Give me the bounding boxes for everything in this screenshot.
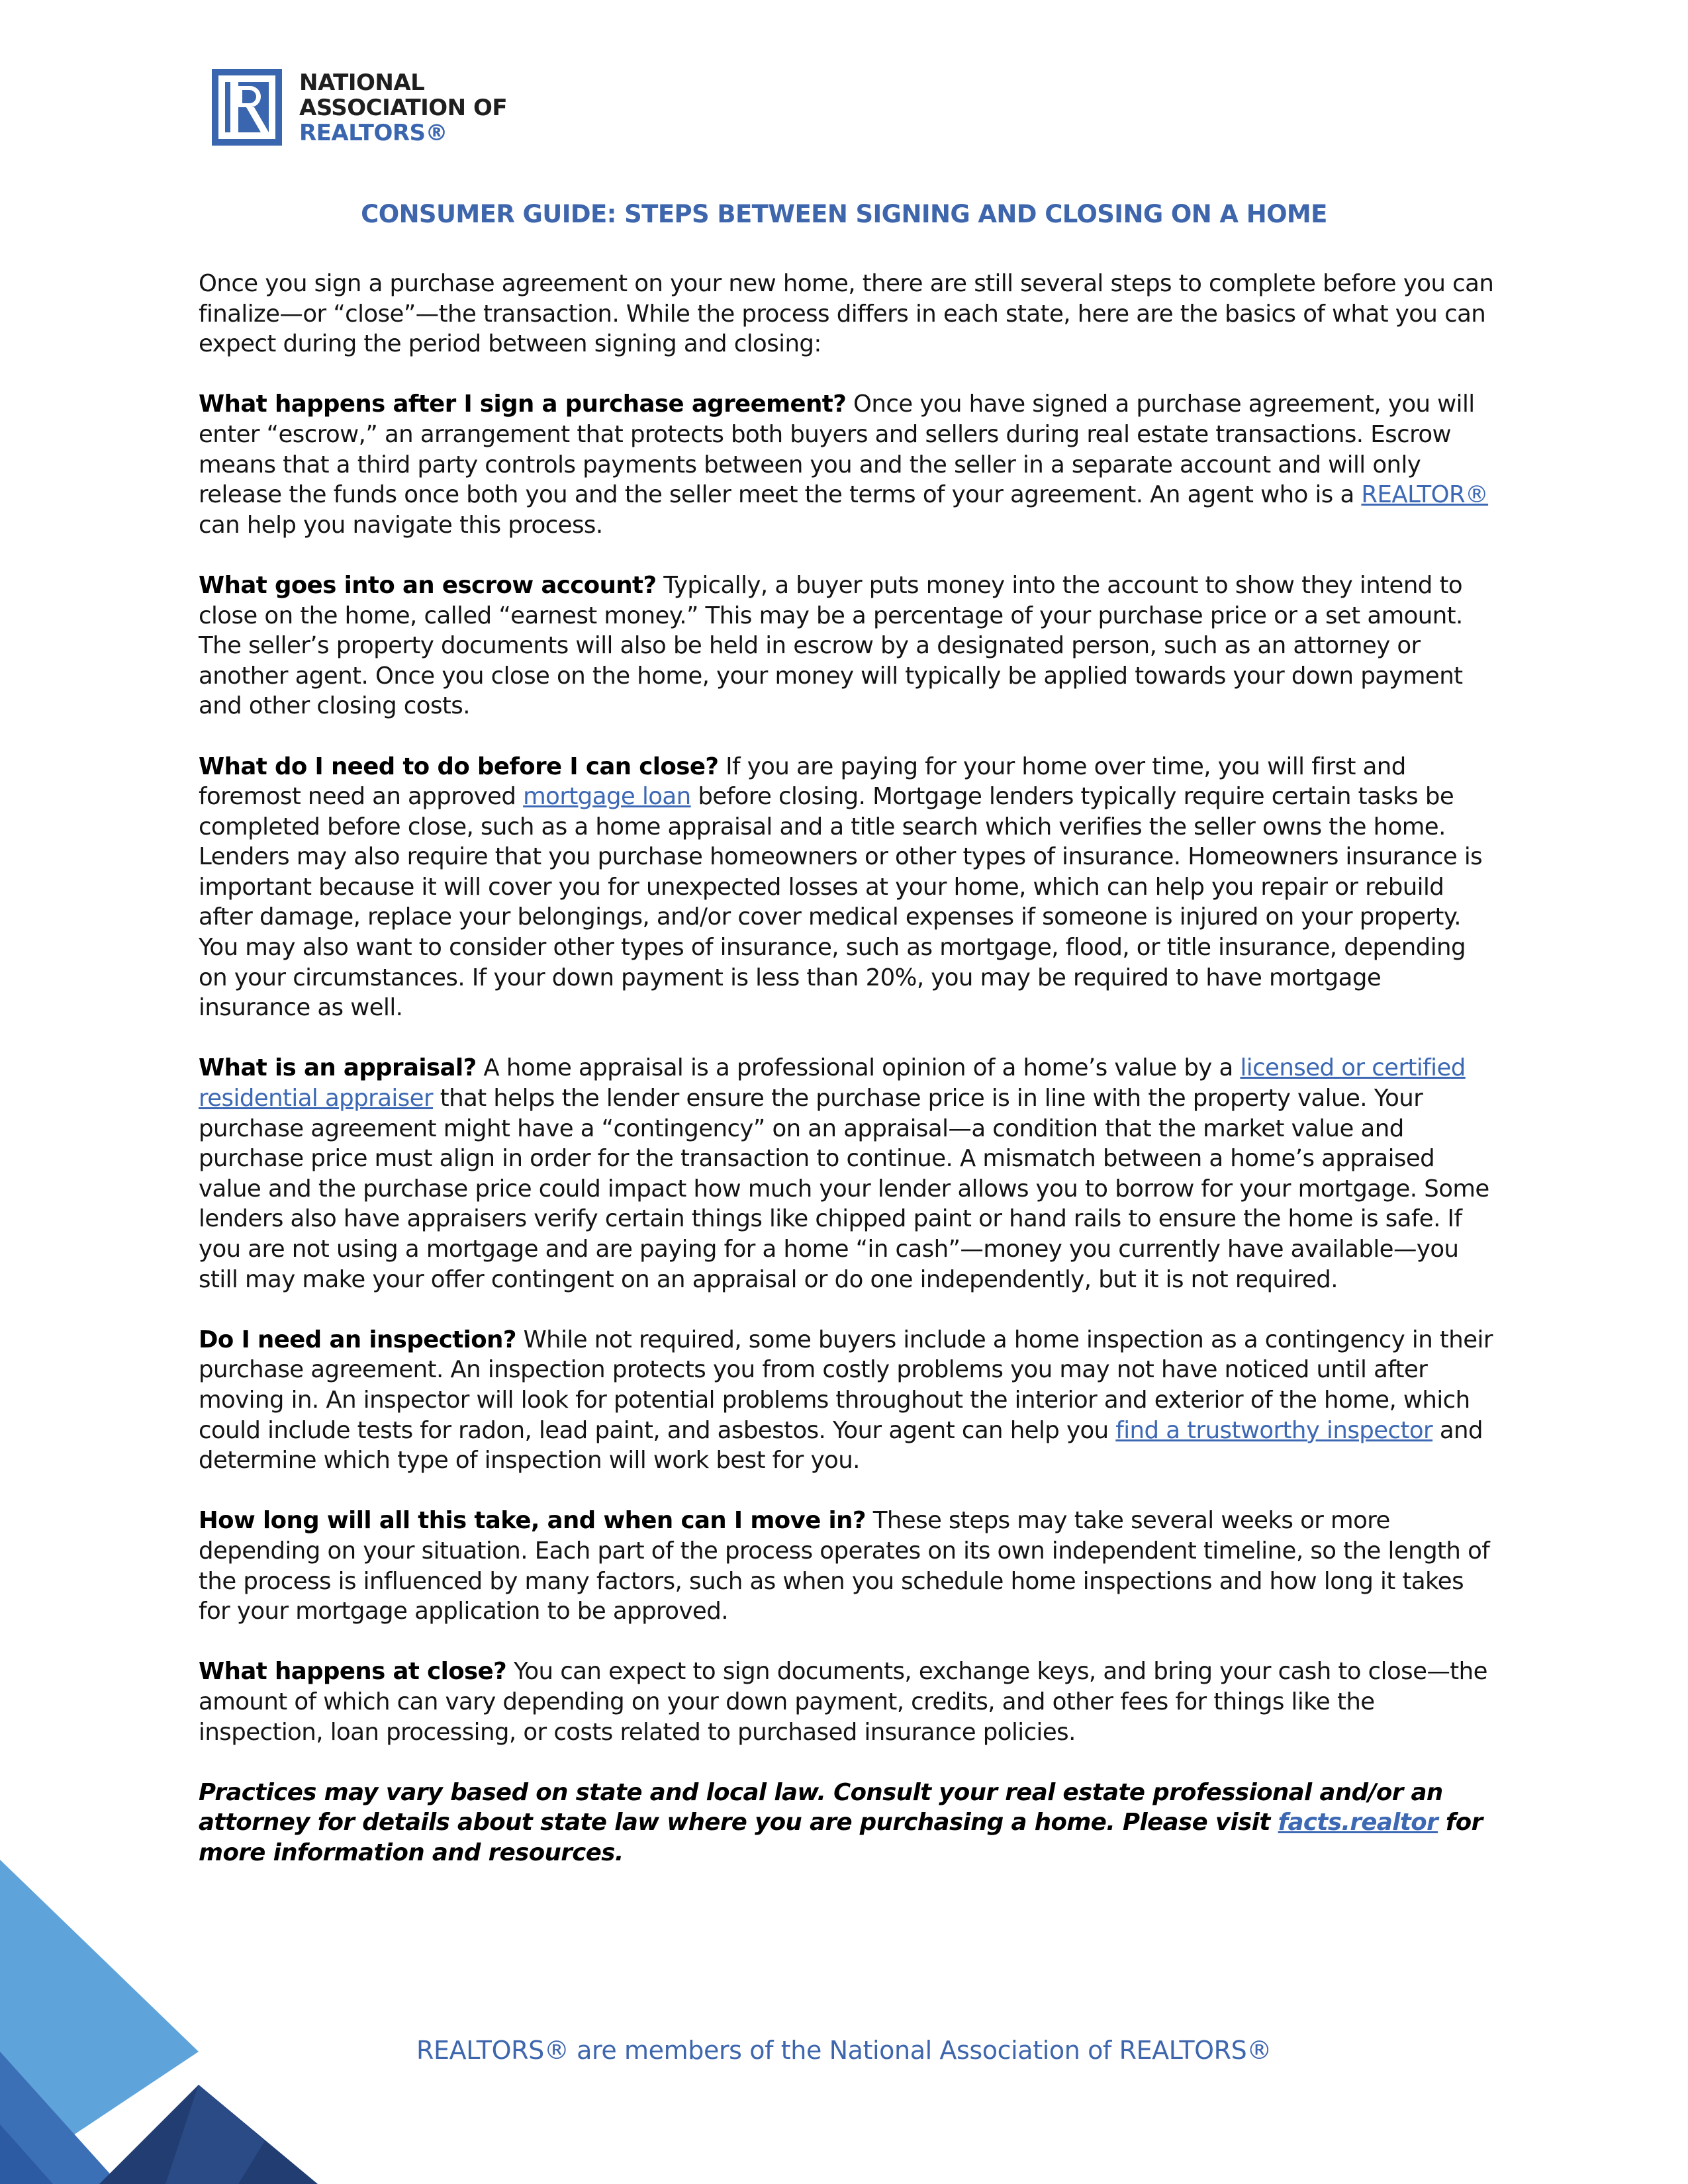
section-text: Once you have signed a purchase agreement, you will enter “escrow,” an arrangement that protects both buyers and sellers during real estate transactions. Escrow means that a third party controls payments between you and the seller in a separate account and will only release the funds once both you and the seller meet the terms of your agreement. An agent who is a — [199, 390, 1475, 509]
logo-line-2: ASSOCIATION OF — [299, 95, 508, 121]
section-heading: What happens at close? — [199, 1658, 507, 1686]
section-before-close — [199, 752, 1496, 1023]
realtor-link[interactable]: REALTOR® — [1361, 481, 1489, 509]
section-heading: What is an appraisal? — [199, 1054, 477, 1082]
section-inspection — [199, 1325, 1496, 1476]
logo-wordmark — [299, 70, 507, 146]
inspector-link[interactable]: find a trustworthy inspector — [1115, 1416, 1433, 1444]
section-heading: What do I need to do before I can close? — [199, 752, 719, 780]
section-heading: Do I need an inspection? — [199, 1326, 516, 1353]
section-text-after: that helps the lender ensure the purchase price is in line with the property value. Your purchase agreement might have a “contingency” on an appraisal—a condition that the market value and purchase price must align in order for the transaction to continue. A mismatch between a home’s appraised value and the purchase price could impact how much your lender allows you to borrow for your mortgage. Some lenders also have appraisers verify certain things like chipped paint or hand rails to ensure the home is safe. If you are not using a mortgage and are paying for a home “in cash”—money you currently have available—you still may make your offer contingent on an appraisal or do one independently, but it is not required. — [199, 1085, 1489, 1293]
section-text-after: can help you navigate this process. — [199, 511, 603, 539]
section-heading: What goes into an escrow account? — [199, 571, 657, 599]
closing-disclaimer — [199, 1778, 1496, 1868]
section-heading: How long will all this take, and when can I move in? — [199, 1507, 866, 1535]
logo-line-1: NATIONAL — [299, 69, 425, 96]
section-escrow-account — [199, 570, 1496, 721]
section-text: You can expect to sign documents, exchange keys, and bring your cash to close—the amount of which can vary depending on your down payment, credits, and other fees for things like the inspection, loan processing, or costs related to purchased insurance policies. — [199, 1658, 1487, 1746]
section-text: A home appraisal is a professional opinion of a home’s value by a — [476, 1054, 1241, 1082]
mortgage-loan-link[interactable]: mortgage loan — [523, 783, 691, 811]
section-text: If you are paying for your home over time, you will first and foremost need an approved — [199, 752, 1406, 811]
footer-tagline: REALTORS® are members of the National Association of REALTORS® — [416, 2036, 1272, 2065]
section-appraisal — [199, 1053, 1496, 1295]
section-heading: What happens after I sign a purchase agreement? — [199, 390, 847, 418]
appraiser-link[interactable]: licensed or certified residential appraiser — [199, 1054, 1466, 1113]
page-title: CONSUMER GUIDE: STEPS BETWEEN SIGNING AND CLOSING ON A HOME — [361, 200, 1327, 228]
section-timeline — [199, 1506, 1496, 1626]
section-text-after: before closing. Mortgage lenders typically require certain tasks be completed before close, such as a home appraisal and a title search which verifies the seller owns the home. Lenders may also require that you purchase homeowners or other types of insurance. Homeowners insurance is important because it will cover you for unexpected losses at your home, which can help you repair or rebuild after damage, replace your belongings, and/or cover medical expenses if someone is injured on your property. You may also want to consider other types of insurance, such as mortgage, flood, or title insurance, depending on your circumstances. If your down payment is less than 20%, you may be required to have mortgage insurance as well. — [199, 783, 1483, 1022]
section-at-close — [199, 1657, 1496, 1747]
section-text: Typically, a buyer puts money into the account to show they intend to close on the home, called “earnest money.” This may be a percentage of your purchase price or a set amount. The seller’s property documents will also be held in escrow by a designated person, such as an attorney or another agent. Once you close on the home, your money will typically be applied towards your down payment and other closing costs. — [199, 571, 1463, 720]
document-body — [199, 269, 1496, 1898]
section-text: While not required, some buyers include a home inspection as a contingency in their purchase agreement. An inspection protects you from costly problems you may not have noticed until after moving in. An inspector will look for potential problems throughout the interior and exterior of the home, which could include tests for radon, lead paint, and asbestos. Your agent can help you — [199, 1326, 1493, 1444]
section-after-signing — [199, 389, 1496, 540]
realtor-r-logo-icon — [212, 69, 282, 146]
intro-paragraph: Once you sign a purchase agreement on your new home, there are still several steps to complete before you can finalize—or “close”—the transaction. While the process differs in each state, here are the basics of what you can expect during the period between signing and closing: — [199, 270, 1494, 358]
closing-text-after: for more information and resources. — [199, 1809, 1483, 1866]
section-text: These steps may take several weeks or more depending on your situation. Each part of the process operates on its own independent timeline, so the length of the process is influenced by many factors, such as when you schedule home inspections and how long it takes for your mortgage application to be approved. — [199, 1507, 1490, 1625]
section-text-after: and determine which type of inspection will work best for you. — [199, 1416, 1483, 1475]
closing-text: Practices may vary based on state and local law. Consult your real estate professional and/or an attorney for details about state law where you are purchasing a home. Please visit — [199, 1778, 1443, 1837]
logo-line-3: REALTORS® — [299, 120, 448, 146]
corner-decoration — [0, 1860, 331, 2184]
nar-logo — [212, 69, 556, 150]
facts-realtor-link[interactable]: facts.realtor — [1278, 1809, 1438, 1837]
